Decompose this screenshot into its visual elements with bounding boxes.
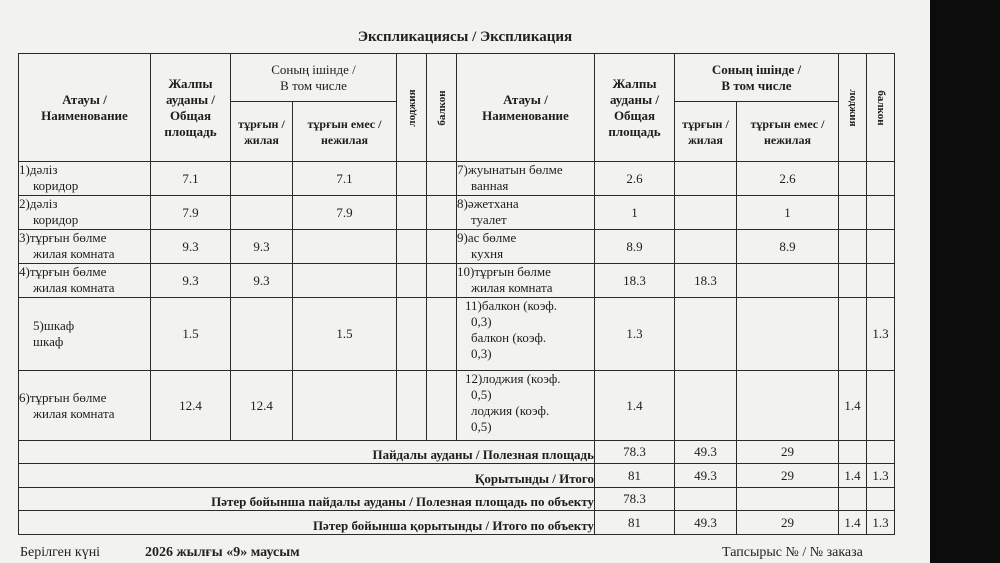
room-name: 2)дәліз коридор <box>19 196 151 230</box>
total-living: 49.3 <box>675 464 737 488</box>
room-loggia-area <box>839 264 867 298</box>
room-balcony-area <box>427 230 457 264</box>
room-loggia-area <box>397 162 427 196</box>
room-total-area: 12.4 <box>151 371 231 441</box>
room-living-area <box>675 298 737 371</box>
room-nonliving-area: 1.5 <box>293 298 397 371</box>
total-nonliving: 29 <box>737 511 839 535</box>
room-total-area: 1.5 <box>151 298 231 371</box>
header-nonliving-right: тұрғын емес / нежилая <box>737 102 839 162</box>
room-balcony-area <box>427 298 457 371</box>
total-row-object-useful-area <box>19 488 895 511</box>
issued-date: 2026 жылғы «9» маусым <box>145 545 300 560</box>
total-label: Пәтер бойынша пайдалы ауданы / Полезная площадь по объекту <box>19 488 595 511</box>
room-balcony-area <box>867 264 895 298</box>
room-total-area: 9.3 <box>151 264 231 298</box>
room-living-area <box>675 371 737 441</box>
total-balcony: 1.3 <box>867 464 895 488</box>
total-label: Қорытынды / Итого <box>19 464 595 488</box>
header-loggia-right: лоджия <box>839 54 867 162</box>
header-name-right: Атауы / Наименование <box>457 54 595 162</box>
room-nonliving-area <box>737 371 839 441</box>
room-name: 11)балкон (коэф. 0,3) балкон (коэф. 0,3) <box>457 298 595 371</box>
table-row <box>19 196 895 230</box>
room-nonliving-area <box>293 264 397 298</box>
room-total-area: 2.6 <box>595 162 675 196</box>
room-balcony-area <box>867 371 895 441</box>
room-total-area: 1.3 <box>595 298 675 371</box>
order-number-label: Тапсырыс № / № заказа <box>722 545 863 560</box>
total-loggia <box>839 488 867 511</box>
total-balcony <box>867 441 895 464</box>
total-label: Пайдалы ауданы / Полезная площадь <box>19 441 595 464</box>
total-living: 49.3 <box>675 511 737 535</box>
room-loggia-area <box>397 371 427 441</box>
room-living-area: 18.3 <box>675 264 737 298</box>
header-living: тұрғын / жилая <box>231 102 293 162</box>
room-balcony-area <box>427 162 457 196</box>
room-living-area <box>231 298 293 371</box>
total-living: 49.3 <box>675 441 737 464</box>
table-row <box>19 230 895 264</box>
room-living-area <box>675 196 737 230</box>
header-name: Атауы / Наименование <box>19 54 151 162</box>
header-loggia: лоджия <box>397 54 427 162</box>
room-nonliving-area: 8.9 <box>737 230 839 264</box>
room-loggia-area <box>839 196 867 230</box>
room-living-area <box>675 162 737 196</box>
room-name: 9)ас бөлме кухня <box>457 230 595 264</box>
room-nonliving-area <box>293 371 397 441</box>
header-total-area-right: Жалпы ауданы / Общая площадь <box>595 54 675 162</box>
document-title: Экспликациясы / Экспликация <box>357 29 573 45</box>
room-nonliving-area <box>737 264 839 298</box>
room-total-area: 1 <box>595 196 675 230</box>
room-living-area <box>675 230 737 264</box>
header-total-area: Жалпы ауданы / Общая площадь <box>151 54 231 162</box>
header-including: Соның ішінде / В том числе <box>231 54 397 102</box>
room-name: 4)тұрғын бөлме жилая комната <box>19 264 151 298</box>
header-including-right: Соның ішінде / В том числе <box>675 54 839 102</box>
total-area: 78.3 <box>595 441 675 464</box>
room-total-area: 18.3 <box>595 264 675 298</box>
room-nonliving-area <box>293 230 397 264</box>
room-total-area: 8.9 <box>595 230 675 264</box>
table-row <box>19 371 895 441</box>
room-name: 1)дәліз коридор <box>19 162 151 196</box>
room-nonliving-area: 2.6 <box>737 162 839 196</box>
room-nonliving-area: 7.9 <box>293 196 397 230</box>
room-name: 8)әжетхана туалет <box>457 196 595 230</box>
room-name: 5)шкаф шкаф <box>19 298 151 371</box>
room-balcony-area <box>867 162 895 196</box>
total-nonliving <box>737 488 839 511</box>
header-nonliving: тұрғын емес / нежилая <box>293 102 397 162</box>
total-living <box>675 488 737 511</box>
room-loggia-area <box>397 298 427 371</box>
total-label: Пәтер бойынша қорытынды / Итого по объекту <box>19 511 595 535</box>
room-loggia-area <box>397 264 427 298</box>
room-loggia-area <box>839 298 867 371</box>
room-total-area: 9.3 <box>151 230 231 264</box>
header-balcony: балкон <box>427 54 457 162</box>
room-total-area: 7.1 <box>151 162 231 196</box>
explication-table <box>18 53 895 535</box>
total-row-useful-area <box>19 441 895 464</box>
total-area: 78.3 <box>595 488 675 511</box>
total-row-grand-total <box>19 464 895 488</box>
room-balcony-area <box>867 230 895 264</box>
room-name: 3)тұрғын бөлме жилая комната <box>19 230 151 264</box>
room-balcony-area <box>427 264 457 298</box>
room-loggia-area <box>397 196 427 230</box>
room-living-area: 12.4 <box>231 371 293 441</box>
room-balcony-area <box>427 371 457 441</box>
room-balcony-area: 1.3 <box>867 298 895 371</box>
total-loggia: 1.4 <box>839 511 867 535</box>
room-name: 6)тұрғын бөлме жилая комната <box>19 371 151 441</box>
total-loggia: 1.4 <box>839 464 867 488</box>
room-loggia-area <box>839 162 867 196</box>
total-balcony: 1.3 <box>867 511 895 535</box>
room-name: 7)жуынатын бөлме ванная <box>457 162 595 196</box>
table-row <box>19 162 895 196</box>
room-name: 10)тұрғын бөлме жилая комната <box>457 264 595 298</box>
total-row-object-total <box>19 511 895 535</box>
table-row <box>19 264 895 298</box>
total-loggia <box>839 441 867 464</box>
room-living-area <box>231 162 293 196</box>
room-living-area: 9.3 <box>231 230 293 264</box>
header-living-right: тұрғын / жилая <box>675 102 737 162</box>
room-loggia-area <box>397 230 427 264</box>
room-total-area: 7.9 <box>151 196 231 230</box>
room-living-area <box>231 196 293 230</box>
issued-label: Берілген күні <box>20 545 101 560</box>
total-area: 81 <box>595 464 675 488</box>
room-nonliving-area <box>737 298 839 371</box>
room-name: 12)лоджия (коэф. 0,5) лоджия (коэф. 0,5) <box>457 371 595 441</box>
room-nonliving-area: 7.1 <box>293 162 397 196</box>
total-balcony <box>867 488 895 511</box>
room-nonliving-area: 1 <box>737 196 839 230</box>
screen-bezel <box>930 0 1000 563</box>
total-nonliving: 29 <box>737 441 839 464</box>
room-balcony-area <box>427 196 457 230</box>
table-row <box>19 298 895 371</box>
room-balcony-area <box>867 196 895 230</box>
total-area: 81 <box>595 511 675 535</box>
room-loggia-area: 1.4 <box>839 371 867 441</box>
room-living-area: 9.3 <box>231 264 293 298</box>
total-nonliving: 29 <box>737 464 839 488</box>
room-total-area: 1.4 <box>595 371 675 441</box>
room-loggia-area <box>839 230 867 264</box>
header-balcony-right: балкон <box>867 54 895 162</box>
